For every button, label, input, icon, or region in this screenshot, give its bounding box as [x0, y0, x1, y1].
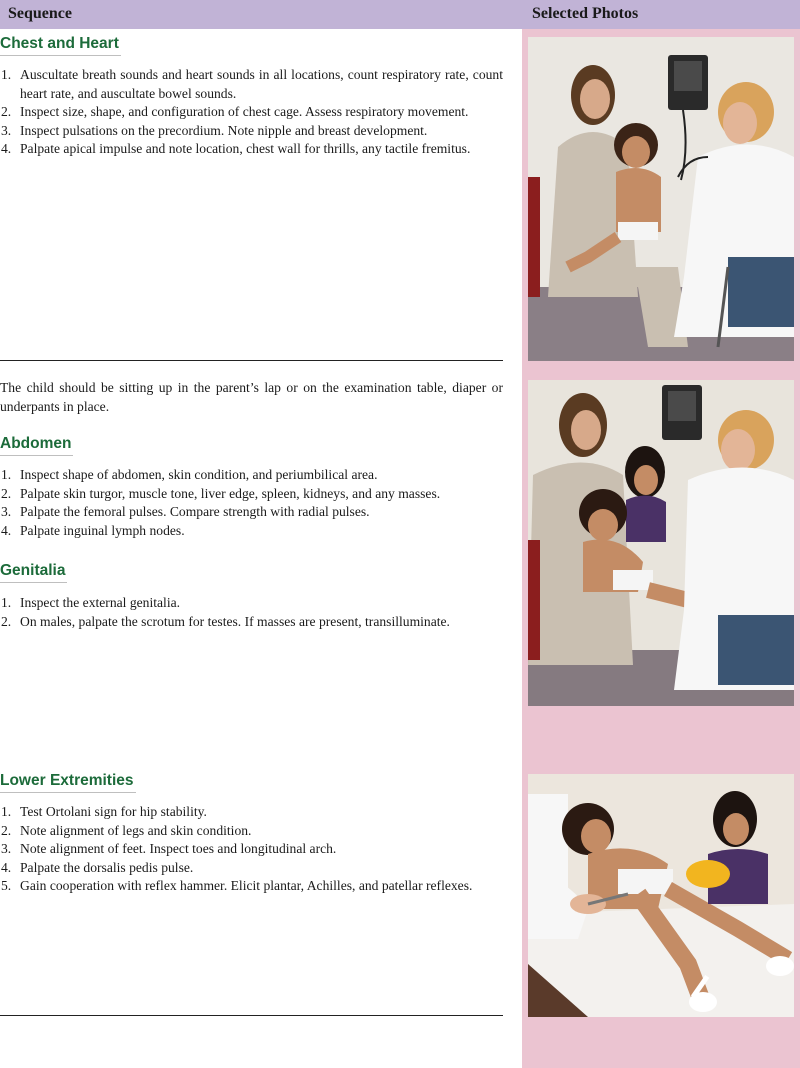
step-number: 1. [1, 595, 12, 610]
step-text: Inspect size, shape, and configuration of chest cage. Assess respiratory movement. [20, 104, 469, 119]
list-item [0, 122, 503, 141]
photo-lower-extremities-reflex [528, 774, 794, 1017]
step-number: 5. [1, 878, 12, 893]
step-text: Inspect pulsations on the precordium. Note nipple and breast development. [20, 122, 428, 138]
step-text: On males, palpate the scrotum for testes. If masses are present, transilluminate. [20, 613, 450, 629]
lower-extremities-title: Lower Extremities [0, 772, 136, 793]
step-text: Inspect the external genitalia. [20, 595, 181, 610]
lower-extremities-steps [0, 803, 503, 896]
step-number: 1. [1, 467, 12, 482]
step-number: 3. [1, 504, 12, 519]
step-text: Inspect shape of abdomen, skin condition, and periumbilical area. [20, 467, 378, 482]
step-text: Auscultate breath sounds and heart sounds in all locations, count respiratory rate, count heart rate, and auscultate bowel sounds. [20, 67, 503, 101]
list-item [0, 140, 503, 159]
chest-heart-title: Chest and Heart [0, 35, 121, 56]
step-text: Palpate the dorsalis pedis pulse. [20, 859, 194, 875]
list-item [0, 66, 503, 103]
step-text: Palpate apical impulse and note location, chest wall for thrills, any tactile fremitus. [20, 141, 471, 156]
step-number: 2. [1, 822, 12, 838]
list-item [0, 803, 503, 822]
step-text: Note alignment of feet. Inspect toes and longitudinal arch. [20, 841, 337, 856]
list-item [0, 840, 503, 859]
section-divider [0, 360, 503, 361]
list-item [0, 103, 503, 122]
genitalia-title: Genitalia [0, 562, 67, 583]
list-item [0, 613, 503, 632]
list-item [0, 485, 503, 504]
step-number: 1. [1, 67, 12, 82]
abdomen-steps [0, 466, 503, 540]
list-item [0, 594, 503, 613]
genitalia-steps [0, 594, 503, 631]
list-item [0, 503, 503, 522]
list-item [0, 522, 503, 541]
step-text: Palpate skin turgor, muscle tone, liver edge, spleen, kidneys, and any masses. [20, 485, 441, 501]
step-text: Gain cooperation with reflex hammer. Elicit plantar, Achilles, and patellar reflexes. [20, 878, 473, 893]
step-number: 2. [1, 104, 12, 119]
step-number: 4. [1, 859, 12, 875]
page-header [0, 0, 800, 29]
abdomen-title: Abdomen [0, 435, 73, 456]
photo-chest-auscultation [528, 37, 794, 361]
photo-abdomen-palpation [528, 380, 794, 706]
chest-heart-steps [0, 66, 503, 159]
section-divider [0, 1015, 503, 1016]
step-text: Note alignment of legs and skin condition. [20, 822, 252, 838]
step-number: 4. [1, 522, 12, 538]
positioning-note: The child should be sitting up in the parent’s lap or on the examination table, diaper or underpants in place. [0, 380, 503, 414]
step-number: 4. [1, 141, 12, 156]
step-number: 3. [1, 841, 12, 856]
step-number: 3. [1, 122, 12, 138]
sequence-column-heading: Sequence [8, 5, 72, 22]
list-item [0, 466, 503, 485]
step-text: Test Ortolani sign for hip stability. [20, 804, 207, 819]
step-number: 1. [1, 804, 12, 819]
step-text: Palpate the femoral pulses. Compare strength with radial pulses. [20, 504, 370, 519]
step-text: Palpate inguinal lymph nodes. [20, 522, 185, 538]
photos-column-heading: Selected Photos [532, 5, 639, 22]
step-number: 2. [1, 613, 12, 629]
step-number: 2. [1, 485, 12, 501]
list-item [0, 877, 503, 896]
list-item [0, 822, 503, 841]
list-item [0, 859, 503, 878]
